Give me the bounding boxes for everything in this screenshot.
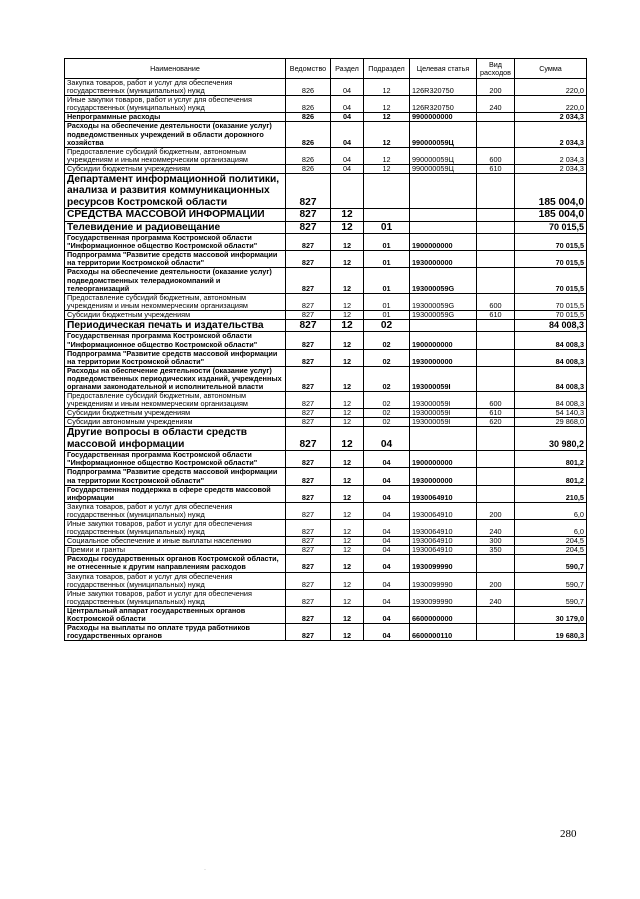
cell-name: Закупка товаров, работ и услуг для обеспечения государственных (муниципальных) нужд (65, 502, 286, 519)
cell-razdel: 12 (331, 392, 364, 409)
cell-podrazdel: 02 (364, 320, 410, 332)
cell-razdel: 12 (331, 468, 364, 485)
table-row (65, 427, 587, 451)
cell-vid-raskhodov: 610 (477, 409, 515, 418)
cell-razdel: 12 (331, 310, 364, 319)
cell-name: Закупка товаров, работ и услуг для обеспечения государственных (муниципальных) нужд (65, 79, 286, 96)
cell-summa: 801,2 (515, 451, 587, 468)
header-name: Наименование (65, 59, 286, 79)
cell-razdel: 12 (331, 451, 364, 468)
cell-name: Расходы на выплаты по оплате труда работников государственных органов (65, 624, 286, 641)
cell-podrazdel: 01 (364, 221, 410, 233)
cell-celevaya-statya: 1930099990 (410, 572, 477, 589)
table-row (65, 366, 587, 391)
cell-vedomstvo: 827 (286, 624, 331, 641)
cell-celevaya-statya: 1930064910 (410, 546, 477, 555)
cell-summa: 2 034,3 (515, 113, 587, 122)
cell-vedomstvo: 827 (286, 366, 331, 391)
cell-vedomstvo: 827 (286, 392, 331, 409)
cell-razdel: 12 (331, 320, 364, 332)
cell-name: Закупка товаров, работ и услуг для обеспечения государственных (муниципальных) нужд (65, 572, 286, 589)
cell-summa: 185 004,0 (515, 209, 587, 221)
cell-podrazdel: 01 (364, 251, 410, 268)
cell-razdel: 12 (331, 349, 364, 366)
cell-podrazdel: 02 (364, 332, 410, 349)
header-celevaya-statya: Целевая статья (410, 59, 477, 79)
cell-summa: 19 680,3 (515, 624, 587, 641)
cell-vid-raskhodov: 600 (477, 392, 515, 409)
cell-podrazdel: 02 (364, 349, 410, 366)
cell-summa: 70 015,5 (515, 268, 587, 293)
cell-celevaya-statya: 193000059I (410, 418, 477, 427)
cell-summa: 70 015,5 (515, 310, 587, 319)
cell-vedomstvo: 827 (286, 572, 331, 589)
cell-vedomstvo: 827 (286, 349, 331, 366)
cell-vedomstvo: 827 (286, 332, 331, 349)
cell-razdel: 12 (331, 427, 364, 451)
cell-celevaya-statya (410, 174, 477, 209)
budget-table (64, 58, 587, 641)
cell-celevaya-statya (410, 320, 477, 332)
table-row (65, 113, 587, 122)
cell-razdel: 04 (331, 164, 364, 173)
cell-vid-raskhodov: 240 (477, 96, 515, 113)
cell-summa: 29 868,0 (515, 418, 587, 427)
cell-razdel: 12 (331, 546, 364, 555)
cell-podrazdel: 12 (364, 113, 410, 122)
cell-name: Премии и гранты (65, 546, 286, 555)
cell-celevaya-statya: 193000059I (410, 392, 477, 409)
cell-vid-raskhodov (477, 174, 515, 209)
scan-mark: · (204, 867, 206, 873)
cell-vedomstvo: 826 (286, 113, 331, 122)
cell-celevaya-statya: 193000059I (410, 366, 477, 391)
cell-celevaya-statya: 6600000000 (410, 606, 477, 623)
cell-name: Подпрограмма "Развитие средств массовой информации на территории Костромской области" (65, 349, 286, 366)
table-row (65, 520, 587, 537)
cell-celevaya-statya: 193000059G (410, 268, 477, 293)
cell-vid-raskhodov: 350 (477, 546, 515, 555)
cell-summa: 220,0 (515, 96, 587, 113)
cell-vid-raskhodov (477, 251, 515, 268)
cell-vedomstvo: 827 (286, 293, 331, 310)
cell-razdel: 12 (331, 366, 364, 391)
table-row (65, 293, 587, 310)
cell-razdel: 12 (331, 251, 364, 268)
table-row (65, 451, 587, 468)
cell-vedomstvo: 827 (286, 268, 331, 293)
cell-razdel: 04 (331, 113, 364, 122)
cell-podrazdel: 02 (364, 418, 410, 427)
cell-summa: 70 015,5 (515, 293, 587, 310)
cell-vedomstvo: 827 (286, 221, 331, 233)
cell-celevaya-statya: 1930099990 (410, 589, 477, 606)
cell-razdel: 12 (331, 293, 364, 310)
cell-vedomstvo: 826 (286, 164, 331, 173)
cell-podrazdel: 01 (364, 234, 410, 251)
cell-celevaya-statya: 193000059G (410, 310, 477, 319)
cell-summa: 70 015,5 (515, 234, 587, 251)
table-row (65, 502, 587, 519)
cell-celevaya-statya: 990000059Ц (410, 164, 477, 173)
cell-celevaya-statya (410, 427, 477, 451)
cell-celevaya-statya: 1900000000 (410, 451, 477, 468)
cell-podrazdel: 12 (364, 147, 410, 164)
header-podrazdel: Подраздел (364, 59, 410, 79)
cell-podrazdel: 04 (364, 520, 410, 537)
cell-razdel: 12 (331, 268, 364, 293)
cell-vid-raskhodov (477, 485, 515, 502)
table-row (65, 234, 587, 251)
cell-summa: 204,5 (515, 537, 587, 546)
cell-razdel (331, 174, 364, 209)
table-row (65, 485, 587, 502)
cell-summa: 2 034,3 (515, 164, 587, 173)
cell-name: Государственная поддержка в сфере средств массовой информации (65, 485, 286, 502)
cell-name: Подпрограмма "Развитие средств массовой информации на территории Костромской области" (65, 468, 286, 485)
cell-podrazdel: 04 (364, 546, 410, 555)
cell-celevaya-statya (410, 209, 477, 221)
cell-name: Расходы государственных органов Костромской области, не отнесенные к другим направлениям расходов (65, 555, 286, 572)
cell-celevaya-statya: 1930000000 (410, 251, 477, 268)
cell-razdel: 12 (331, 221, 364, 233)
cell-vedomstvo: 827 (286, 174, 331, 209)
cell-podrazdel: 04 (364, 624, 410, 641)
cell-vedomstvo: 827 (286, 555, 331, 572)
cell-vedomstvo: 827 (286, 427, 331, 451)
cell-razdel: 12 (331, 332, 364, 349)
table-row (65, 268, 587, 293)
cell-summa: 30 980,2 (515, 427, 587, 451)
cell-summa: 210,5 (515, 485, 587, 502)
cell-summa: 70 015,5 (515, 221, 587, 233)
table-row (65, 392, 587, 409)
cell-vid-raskhodov: 610 (477, 310, 515, 319)
cell-vid-raskhodov (477, 268, 515, 293)
cell-vedomstvo: 827 (286, 606, 331, 623)
cell-name: СРЕДСТВА МАССОВОЙ ИНФОРМАЦИИ (65, 209, 286, 221)
cell-vedomstvo: 826 (286, 96, 331, 113)
cell-podrazdel: 12 (364, 164, 410, 173)
cell-razdel: 12 (331, 572, 364, 589)
table-header-row (65, 59, 587, 79)
cell-name: Расходы на обеспечение деятельности (оказание услуг) подведомственных учреждений в области дорожного хозяйства (65, 122, 286, 147)
cell-name: Непрограммные расходы (65, 113, 286, 122)
cell-podrazdel (364, 209, 410, 221)
cell-celevaya-statya: 1930064910 (410, 520, 477, 537)
cell-vid-raskhodov: 200 (477, 79, 515, 96)
cell-vedomstvo: 827 (286, 537, 331, 546)
cell-razdel: 12 (331, 606, 364, 623)
cell-name: Государственная программа Костромской области "Информационное общество Костромской области" (65, 451, 286, 468)
cell-razdel: 12 (331, 520, 364, 537)
cell-razdel: 04 (331, 96, 364, 113)
cell-vid-raskhodov: 620 (477, 418, 515, 427)
cell-vid-raskhodov (477, 234, 515, 251)
cell-vid-raskhodov: 240 (477, 520, 515, 537)
cell-celevaya-statya: 6600000110 (410, 624, 477, 641)
cell-podrazdel: 04 (364, 589, 410, 606)
cell-summa: 2 034,3 (515, 147, 587, 164)
cell-vedomstvo: 827 (286, 520, 331, 537)
cell-celevaya-statya: 1930000000 (410, 468, 477, 485)
cell-podrazdel: 12 (364, 96, 410, 113)
cell-vedomstvo: 827 (286, 485, 331, 502)
cell-vid-raskhodov (477, 221, 515, 233)
cell-podrazdel: 04 (364, 572, 410, 589)
cell-vedomstvo: 827 (286, 502, 331, 519)
cell-celevaya-statya: 1930064910 (410, 485, 477, 502)
cell-podrazdel: 02 (364, 366, 410, 391)
cell-vedomstvo: 827 (286, 251, 331, 268)
cell-podrazdel: 04 (364, 537, 410, 546)
cell-celevaya-statya: 126R320750 (410, 79, 477, 96)
cell-summa: 185 004,0 (515, 174, 587, 209)
cell-vid-raskhodov (477, 209, 515, 221)
header-razdel: Раздел (331, 59, 364, 79)
table-row (65, 174, 587, 209)
cell-podrazdel: 04 (364, 468, 410, 485)
cell-celevaya-statya: 990000059Ц (410, 147, 477, 164)
cell-vedomstvo: 827 (286, 234, 331, 251)
table-row (65, 468, 587, 485)
cell-vedomstvo: 827 (286, 451, 331, 468)
cell-celevaya-statya: 1900000000 (410, 234, 477, 251)
table-row (65, 122, 587, 147)
cell-name: Субсидии бюджетным учреждениям (65, 310, 286, 319)
cell-podrazdel: 04 (364, 606, 410, 623)
cell-vid-raskhodov (477, 468, 515, 485)
cell-celevaya-statya: 9900000000 (410, 113, 477, 122)
table-row (65, 409, 587, 418)
cell-razdel: 04 (331, 147, 364, 164)
cell-summa: 220,0 (515, 79, 587, 96)
cell-vid-raskhodov (477, 427, 515, 451)
cell-celevaya-statya: 990000059Ц (410, 122, 477, 147)
cell-vedomstvo: 827 (286, 589, 331, 606)
cell-celevaya-statya: 1930064910 (410, 502, 477, 519)
budget-table-sheet (64, 58, 586, 641)
cell-vedomstvo: 826 (286, 79, 331, 96)
cell-name: Центральный аппарат государственных органов Костромской области (65, 606, 286, 623)
cell-summa: 204,5 (515, 546, 587, 555)
cell-name: Предоставление субсидий бюджетным, автономным учреждениям и иным некоммерческим организациям (65, 392, 286, 409)
cell-vedomstvo: 827 (286, 468, 331, 485)
cell-name: Телевидение и радиовещание (65, 221, 286, 233)
table-row (65, 572, 587, 589)
cell-vid-raskhodov (477, 555, 515, 572)
cell-razdel: 12 (331, 555, 364, 572)
page-number: 280 (560, 828, 577, 840)
header-vid-raskhodov: Вид расходов (477, 59, 515, 79)
cell-name: Другие вопросы в области средств массовой информации (65, 427, 286, 451)
cell-summa: 6,0 (515, 502, 587, 519)
cell-vid-raskhodov: 600 (477, 147, 515, 164)
cell-razdel: 12 (331, 537, 364, 546)
cell-celevaya-statya: 126R320750 (410, 96, 477, 113)
cell-podrazdel: 02 (364, 392, 410, 409)
table-row (65, 606, 587, 623)
cell-razdel: 12 (331, 589, 364, 606)
cell-summa: 590,7 (515, 572, 587, 589)
table-row (65, 310, 587, 319)
cell-podrazdel: 12 (364, 122, 410, 147)
table-row (65, 320, 587, 332)
cell-name: Предоставление субсидий бюджетным, автономным учреждениям и иным некоммерческим организациям (65, 147, 286, 164)
cell-celevaya-statya: 1930064910 (410, 537, 477, 546)
table-row (65, 209, 587, 221)
cell-celevaya-statya: 1930000000 (410, 349, 477, 366)
cell-name: Государственная программа Костромской области "Информационное общество Костромской области" (65, 332, 286, 349)
cell-vid-raskhodov (477, 332, 515, 349)
cell-razdel: 12 (331, 418, 364, 427)
cell-podrazdel: 04 (364, 502, 410, 519)
cell-podrazdel: 01 (364, 268, 410, 293)
cell-podrazdel: 01 (364, 293, 410, 310)
cell-vid-raskhodov: 240 (477, 589, 515, 606)
table-row (65, 537, 587, 546)
cell-summa: 54 140,3 (515, 409, 587, 418)
cell-summa: 6,0 (515, 520, 587, 537)
cell-podrazdel: 04 (364, 485, 410, 502)
table-row (65, 546, 587, 555)
table-row (65, 96, 587, 113)
cell-podrazdel: 12 (364, 79, 410, 96)
cell-summa: 84 008,3 (515, 392, 587, 409)
cell-celevaya-statya: 1930099990 (410, 555, 477, 572)
cell-name: Субсидии бюджетным учреждениям (65, 409, 286, 418)
cell-vid-raskhodov (477, 606, 515, 623)
cell-vedomstvo: 826 (286, 147, 331, 164)
cell-celevaya-statya: 1900000000 (410, 332, 477, 349)
cell-summa: 84 008,3 (515, 366, 587, 391)
cell-name: Расходы на обеспечение деятельности (оказание услуг) подведомственных периодических изданий, учрежденных органами законодательной и исполнительной власти (65, 366, 286, 391)
cell-podrazdel: 02 (364, 409, 410, 418)
table-row (65, 251, 587, 268)
cell-vedomstvo: 827 (286, 310, 331, 319)
table-row (65, 624, 587, 641)
cell-vid-raskhodov: 600 (477, 293, 515, 310)
cell-name: Департамент информационной политики, анализа и развития коммуникационных ресурсов Костромской области (65, 174, 286, 209)
cell-vid-raskhodov: 610 (477, 164, 515, 173)
cell-vid-raskhodov (477, 320, 515, 332)
cell-podrazdel: 04 (364, 555, 410, 572)
cell-vid-raskhodov (477, 451, 515, 468)
cell-razdel: 12 (331, 485, 364, 502)
table-row (65, 79, 587, 96)
header-summa: Сумма (515, 59, 587, 79)
table-row (65, 555, 587, 572)
table-row (65, 164, 587, 173)
cell-vedomstvo: 827 (286, 209, 331, 221)
cell-celevaya-statya: 193000059G (410, 293, 477, 310)
table-row (65, 349, 587, 366)
cell-vedomstvo: 827 (286, 418, 331, 427)
cell-vid-raskhodov (477, 366, 515, 391)
table-row (65, 221, 587, 233)
cell-summa: 30 179,0 (515, 606, 587, 623)
cell-name: Социальное обеспечение и иные выплаты населению (65, 537, 286, 546)
cell-vedomstvo: 827 (286, 320, 331, 332)
table-row (65, 147, 587, 164)
cell-celevaya-statya: 193000059I (410, 409, 477, 418)
cell-vedomstvo: 826 (286, 122, 331, 147)
cell-podrazdel: 04 (364, 427, 410, 451)
cell-summa: 2 034,3 (515, 122, 587, 147)
cell-razdel: 12 (331, 409, 364, 418)
cell-razdel: 12 (331, 624, 364, 641)
cell-name: Субсидии автономным учреждениям (65, 418, 286, 427)
cell-name: Государственная программа Костромской области "Информационное общество Костромской области" (65, 234, 286, 251)
table-row (65, 418, 587, 427)
cell-name: Периодическая печать и издательства (65, 320, 286, 332)
cell-vid-raskhodov (477, 113, 515, 122)
cell-summa: 590,7 (515, 589, 587, 606)
cell-summa: 84 008,3 (515, 332, 587, 349)
cell-podrazdel: 01 (364, 310, 410, 319)
cell-razdel: 12 (331, 209, 364, 221)
table-body (65, 79, 587, 641)
cell-vid-raskhodov (477, 624, 515, 641)
table-row (65, 589, 587, 606)
cell-summa: 84 008,3 (515, 320, 587, 332)
cell-name: Подпрограмма "Развитие средств массовой информации на территории Костромской области" (65, 251, 286, 268)
cell-name: Иные закупки товаров, работ и услуг для обеспечения государственных (муниципальных) нужд (65, 96, 286, 113)
cell-summa: 590,7 (515, 555, 587, 572)
cell-vid-raskhodov (477, 122, 515, 147)
cell-vid-raskhodov (477, 349, 515, 366)
cell-summa: 801,2 (515, 468, 587, 485)
cell-razdel: 04 (331, 79, 364, 96)
cell-summa: 84 008,3 (515, 349, 587, 366)
cell-podrazdel: 04 (364, 451, 410, 468)
cell-vedomstvo: 827 (286, 546, 331, 555)
cell-name: Расходы на обеспечение деятельности (оказание услуг) подведомственных телерадиокомпаний и телеорганизаций (65, 268, 286, 293)
cell-razdel: 12 (331, 234, 364, 251)
cell-name: Иные закупки товаров, работ и услуг для обеспечения государственных (муниципальных) нужд (65, 520, 286, 537)
cell-name: Предоставление субсидий бюджетным, автономным учреждениям и иным некоммерческим организациям (65, 293, 286, 310)
cell-summa: 70 015,5 (515, 251, 587, 268)
cell-vid-raskhodov: 200 (477, 572, 515, 589)
cell-vedomstvo: 827 (286, 409, 331, 418)
cell-name: Субсидии бюджетным учреждениям (65, 164, 286, 173)
cell-celevaya-statya (410, 221, 477, 233)
cell-vid-raskhodov: 200 (477, 502, 515, 519)
cell-razdel: 04 (331, 122, 364, 147)
cell-vid-raskhodov: 300 (477, 537, 515, 546)
cell-razdel: 12 (331, 502, 364, 519)
cell-podrazdel (364, 174, 410, 209)
cell-name: Иные закупки товаров, работ и услуг для обеспечения государственных (муниципальных) нужд (65, 589, 286, 606)
header-vedomstvo: Ведомство (286, 59, 331, 79)
table-row (65, 332, 587, 349)
